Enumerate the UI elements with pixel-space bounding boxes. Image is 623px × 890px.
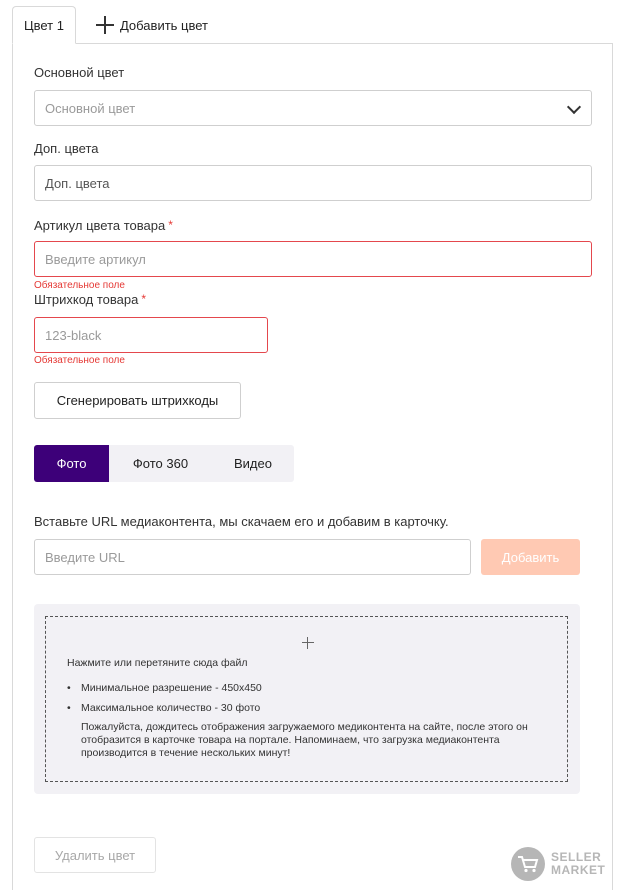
list-item: • Минимальное разрешение - 450x450 [67,681,262,701]
article-input[interactable] [34,241,592,277]
required-mark: * [168,218,173,232]
cart-icon [511,847,545,881]
generate-barcodes-button[interactable]: Сгенерировать штрихкоды [34,382,241,419]
barcode-placeholder: 123-black [45,327,102,343]
extra-colors-value: Доп. цвета [45,175,110,191]
tab-color-1[interactable]: Цвет 1 [12,6,76,44]
extra-colors-input[interactable] [34,165,592,201]
chevron-down-icon [567,100,581,114]
seller-market-watermark [511,847,605,881]
url-input[interactable] [34,539,471,575]
article-label-text: Артикул цвета товара [34,218,166,233]
color-tabs [12,6,208,44]
add-color-button[interactable] [96,6,208,44]
tab-photo[interactable]: Фото [34,445,109,482]
article-label [34,218,173,233]
dropzone-requirements [67,681,262,721]
list-item: • Максимальное количество - 30 фото [67,701,262,721]
tab-photo-360[interactable]: Фото 360 [109,445,212,482]
main-color-select[interactable] [34,90,592,126]
required-mark: * [141,292,146,306]
article-error: Обязательное поле [34,280,125,291]
main-color-label: Основной цвет [34,65,125,80]
add-url-button[interactable]: Добавить [481,539,580,575]
media-dropzone[interactable] [34,604,580,794]
main-color-placeholder: Основной цвет [45,100,136,116]
tab-video[interactable]: Видео [212,445,294,482]
barcode-label-text: Штрихкод товара [34,292,139,307]
watermark-text [551,851,605,877]
barcode-input[interactable] [34,317,268,353]
plus-icon [302,637,314,649]
delete-color-button[interactable]: Удалить цвет [34,837,156,873]
media-tabs [34,445,294,482]
add-color-label: Добавить цвет [119,17,209,33]
article-placeholder: Введите артикул [45,251,146,267]
watermark-line2: MARKET [551,863,606,877]
dropzone-title: Нажмите или перетяните сюда файл [67,657,248,669]
extra-colors-label: Доп. цвета [34,141,99,156]
plus-icon [96,16,114,34]
barcode-error: Обязательное поле [34,355,125,366]
url-placeholder: Введите URL [45,549,125,565]
url-hint: Вставьте URL медиаконтента, мы скачаем его и добавим в карточку. [34,514,449,529]
dropzone-note: Пожалуйста, дождитесь отображения загружаемого медиконтента на сайте, после этого он отобразится в карточке товара на портале. Напоминаем, что загрузка медиаконтента производится в течение нескольких минут! [81,721,528,759]
barcode-label [34,292,146,307]
dropzone-border [45,616,568,782]
watermark-line1: SELLER [551,850,602,864]
